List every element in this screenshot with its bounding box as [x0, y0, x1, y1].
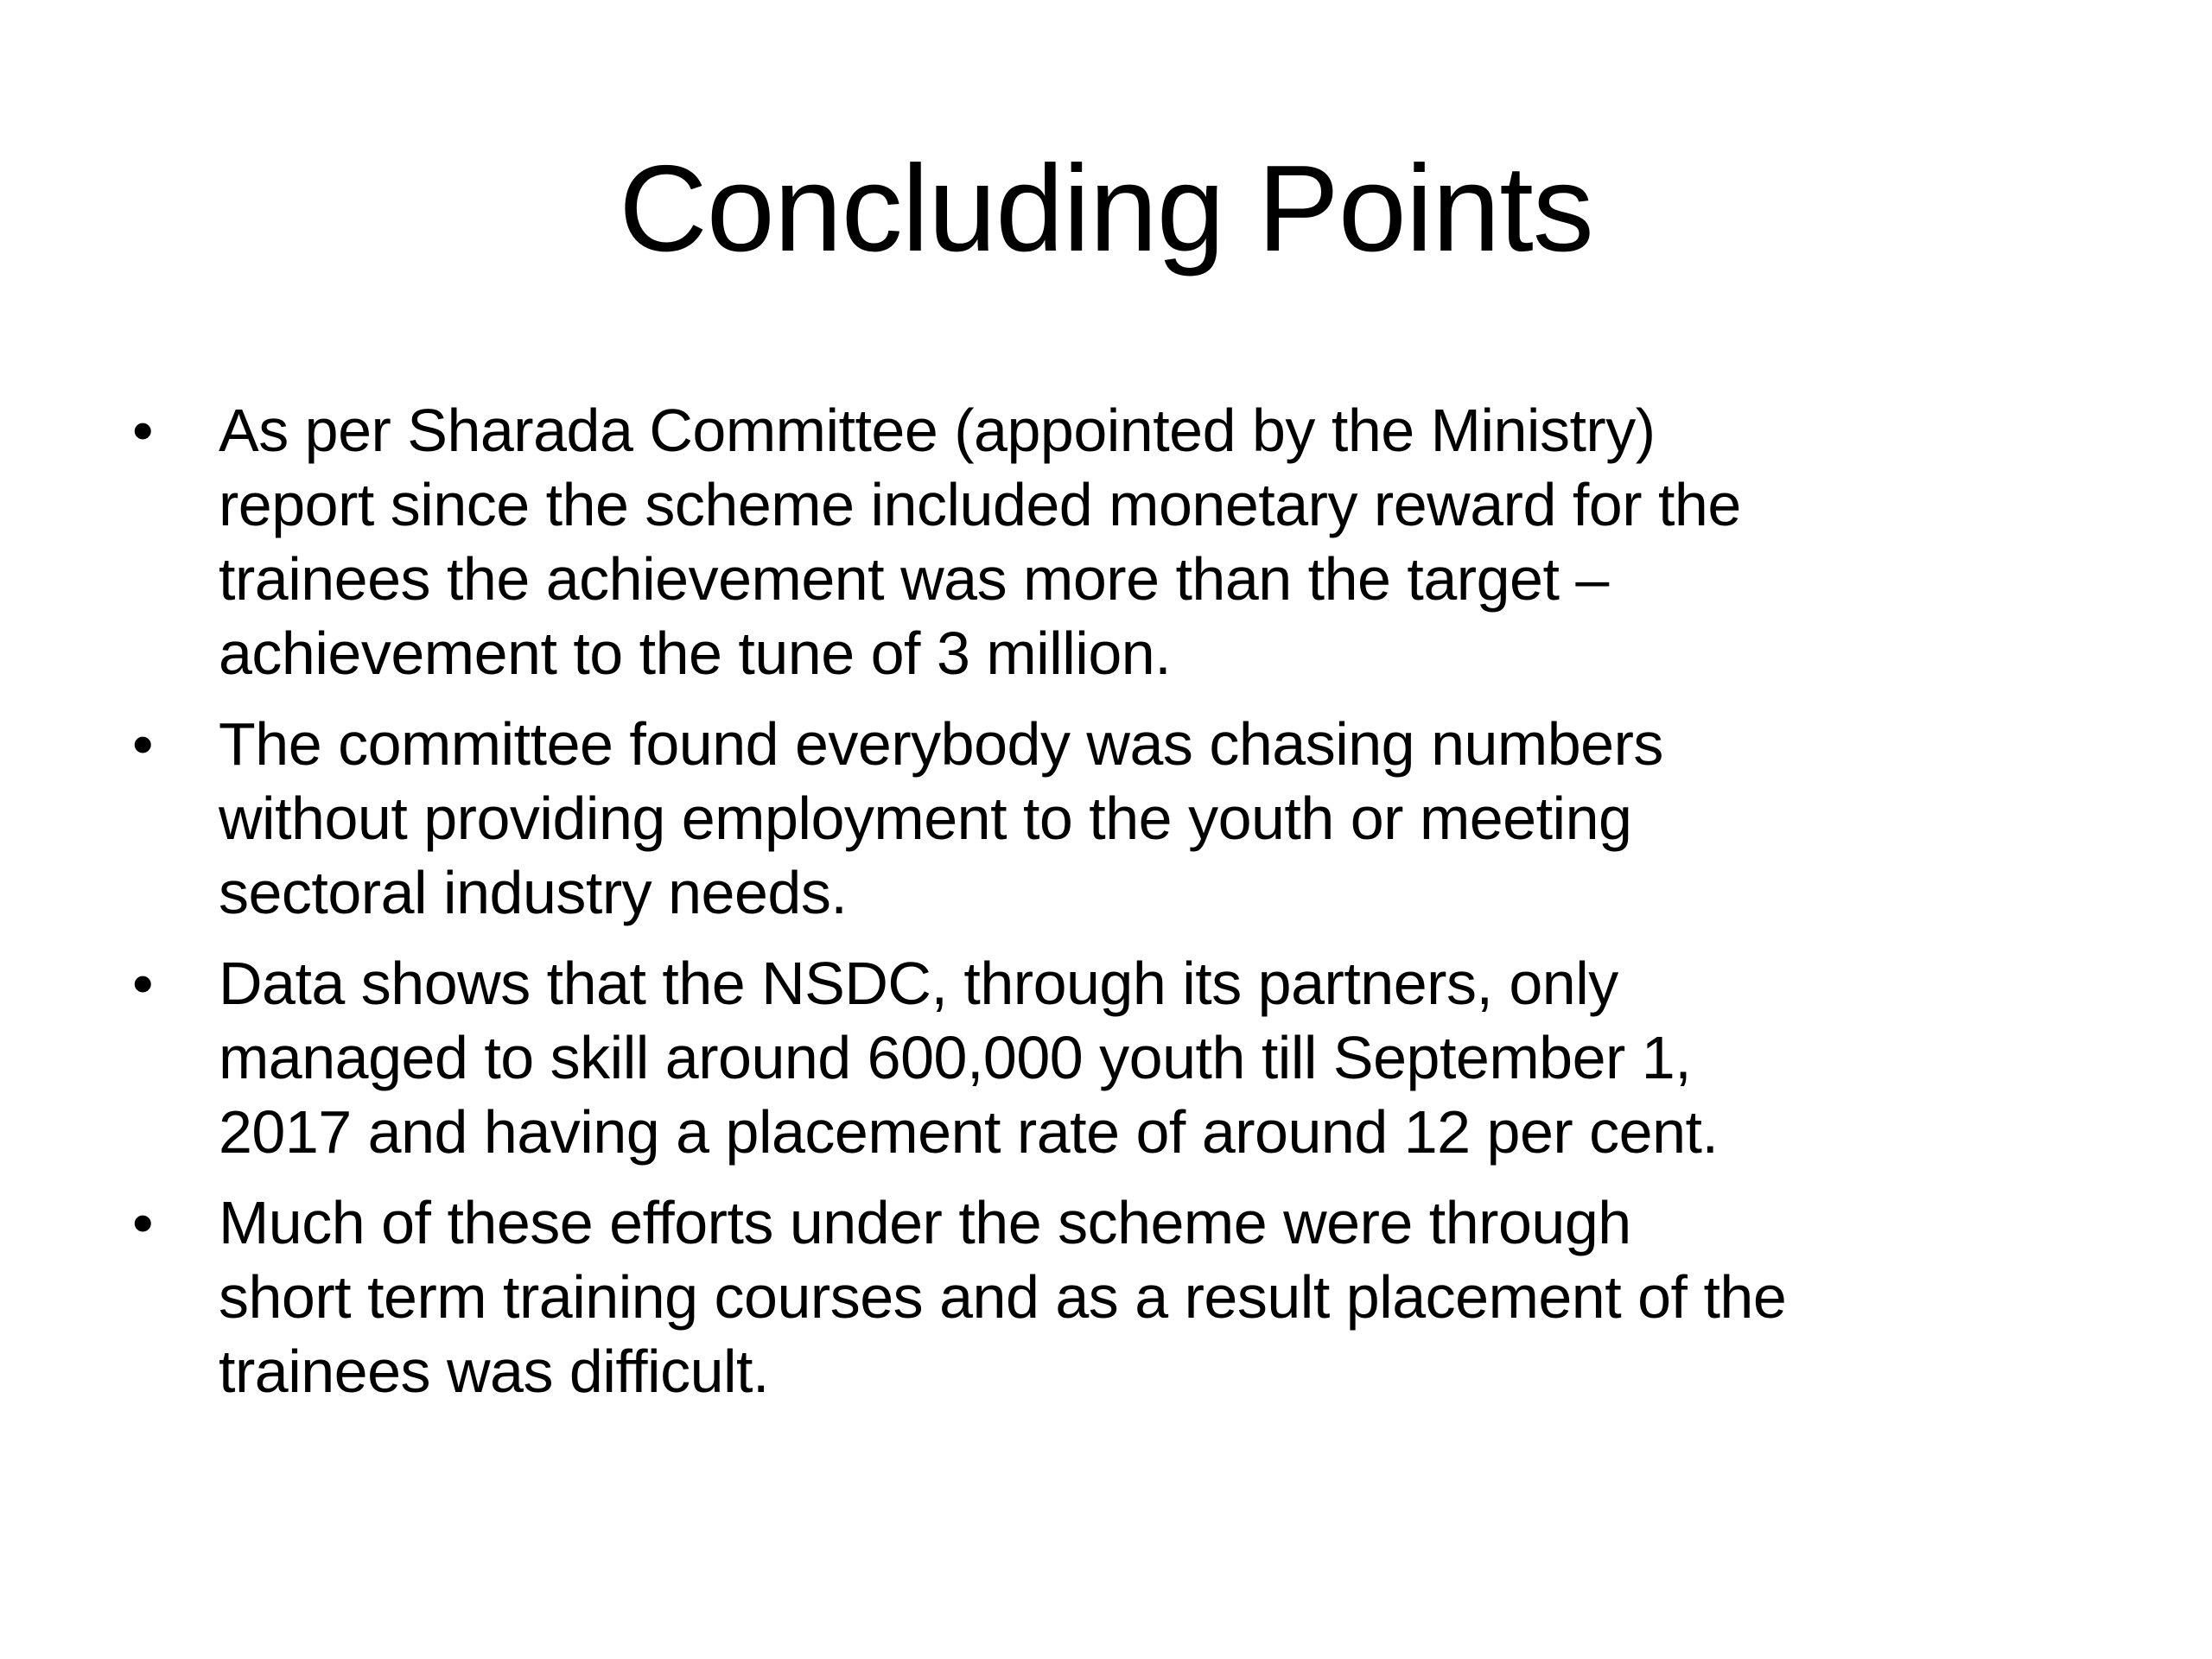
- slide-title: Concluding Points: [619, 140, 1593, 277]
- bullet-item-4: [130, 1185, 2117, 1408]
- bullet-text-1: As per Sharada Committee (appointed by the Ministry) report since the scheme included monetary reward for the trainees the achievement was more than the target – achievement to the tune of 3 million.: [219, 397, 1741, 687]
- bullet-dot-icon: •: [132, 950, 154, 1017]
- bullet-dot-icon: •: [132, 397, 154, 464]
- bullet-text-4: Much of these efforts under the scheme were through short term training courses and as a result placement of the trainees was difficult.: [219, 1189, 1787, 1405]
- bullet-item-1: [130, 393, 2117, 690]
- bullet-item-2: [130, 707, 2117, 930]
- bullet-item-3: [130, 946, 2117, 1169]
- bullet-list: [130, 393, 2117, 1425]
- bullet-dot-icon: •: [132, 710, 154, 778]
- bullet-text-3: Data shows that the NSDC, through its partners, only managed to skill around 600,000 youth till September 1, 2017 and having a placement rate of around 12 per cent.: [219, 950, 1719, 1166]
- bullet-dot-icon: •: [132, 1189, 154, 1256]
- bullet-text-2: The committee found everybody was chasing numbers without providing employment to the youth or meeting sectoral industry needs.: [219, 710, 1663, 926]
